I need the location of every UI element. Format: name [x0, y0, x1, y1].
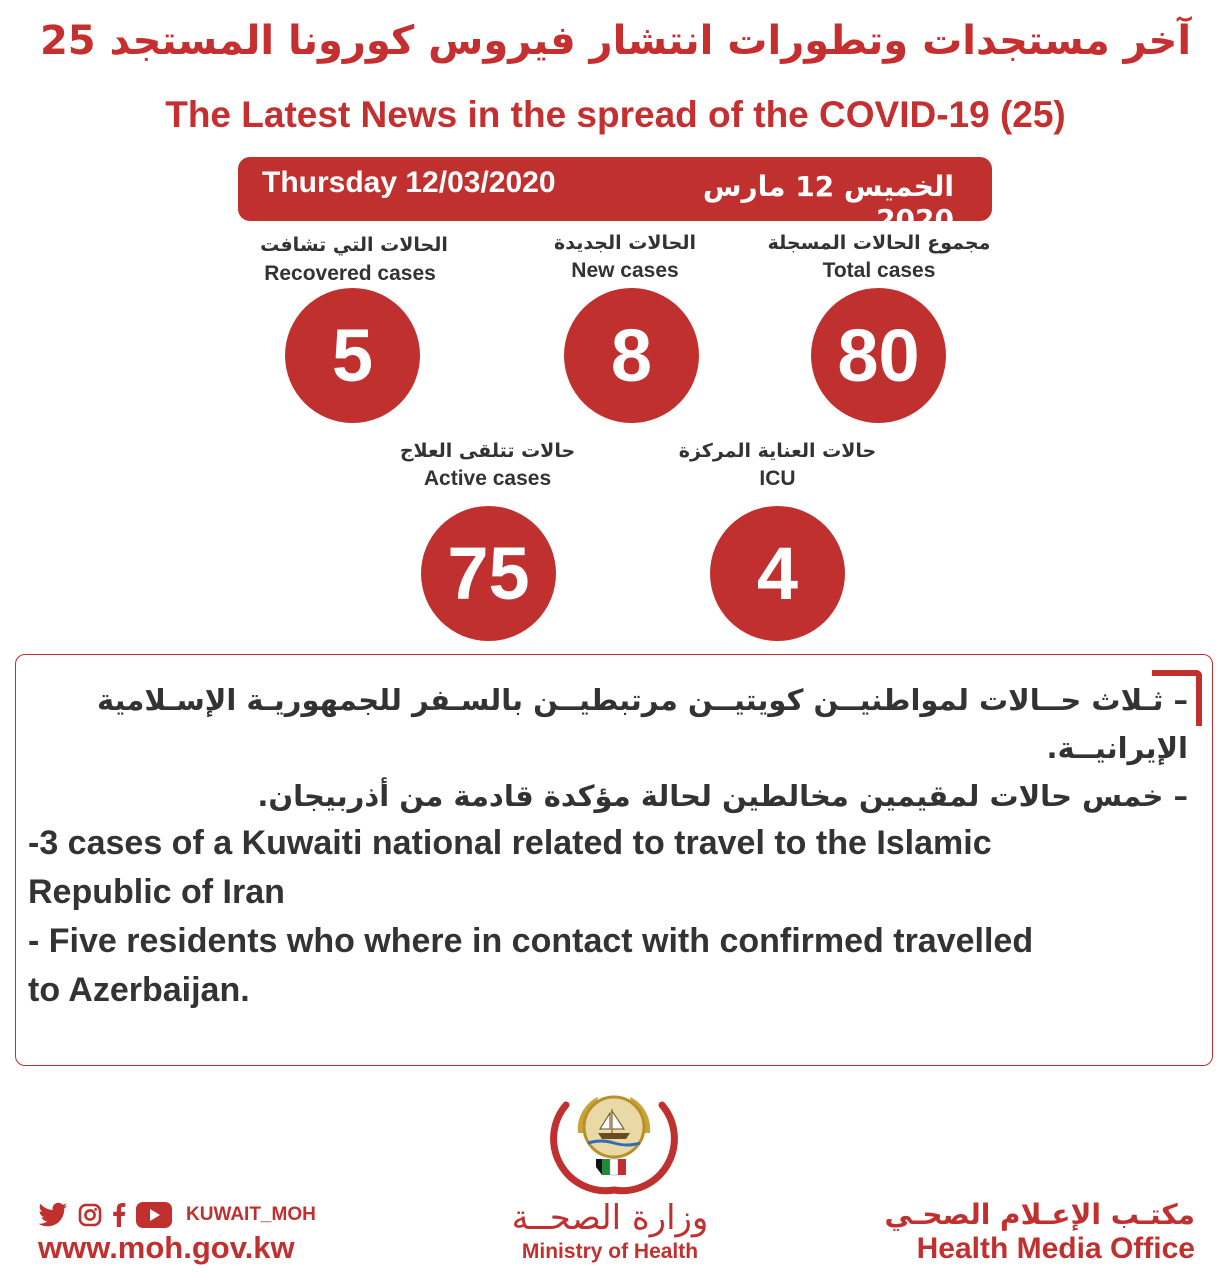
total-label-ar: مجموع الحالات المسجلة	[767, 232, 991, 254]
title-english: The Latest News in the spread of the COVID-19 (25)	[165, 94, 1066, 135]
detail-en-line-3: - Five residents who where in contact with confirmed travelled	[28, 922, 1034, 960]
social-links	[38, 1202, 316, 1228]
date-english: Thursday 12/03/2020	[262, 166, 556, 199]
icu-label-en: ICU	[759, 467, 796, 490]
recovered-label-ar: الحالات التي تشافت	[260, 234, 448, 256]
recovered-label-en: Recovered cases	[264, 262, 436, 285]
ministry-emblem	[548, 1075, 680, 1199]
new-label-en: New cases	[571, 259, 679, 282]
total-count: 80	[811, 288, 946, 423]
date-arabic: الخميس 12 مارس 2020	[702, 170, 954, 236]
office-name-en: Health Media Office	[916, 1232, 1195, 1265]
ministry-name-en: Ministry of Health	[521, 1240, 699, 1263]
detail-ar-line-3: – خمس حالات لمقيمين مخالطين لحالة مؤكدة قادمة من أذربيجان.	[257, 779, 1188, 813]
instagram-icon[interactable]	[78, 1203, 102, 1227]
social-handle[interactable]: KUWAIT_MOH	[186, 1204, 316, 1225]
new-count: 8	[564, 288, 699, 423]
title-arabic: آخر مستجدات وتطورات انتشار فيروس كورونا المستجد 25	[39, 18, 1192, 64]
office-name-ar: مكتـب الإعـلام الصحـي	[884, 1198, 1195, 1231]
active-label-en: Active cases	[423, 467, 552, 490]
detail-en-line-2: Republic of Iran	[28, 873, 285, 911]
detail-en-line-1: -3 cases of a Kuwaiti national related to travel to the Islamic	[28, 824, 992, 862]
twitter-icon[interactable]	[38, 1202, 68, 1228]
detail-en-line-4: to Azerbaijan.	[28, 971, 250, 1009]
detail-ar-line-1: – ثـلاث حــالات لمواطنيــن كويتيــن مرتبطيــن بالسـفر للجمهوريـة الإسـلامية	[96, 683, 1188, 717]
new-label-ar: الحالات الجديدة	[554, 232, 696, 254]
youtube-icon[interactable]	[136, 1202, 172, 1228]
total-label-en: Total cases	[822, 259, 936, 282]
icu-label-ar: حالات العناية المركزة	[678, 440, 877, 462]
website-link[interactable]: www.moh.gov.kw	[38, 1230, 295, 1265]
ministry-name-ar: وزارة الصحــة	[511, 1198, 709, 1238]
active-label-ar: حالات تتلقى العلاج	[399, 440, 576, 462]
detail-ar-line-2: الإيرانيــة.	[1046, 731, 1188, 765]
icu-count: 4	[710, 506, 845, 641]
active-count: 75	[421, 506, 556, 641]
recovered-count: 5	[285, 288, 420, 423]
facebook-icon[interactable]	[112, 1203, 126, 1227]
